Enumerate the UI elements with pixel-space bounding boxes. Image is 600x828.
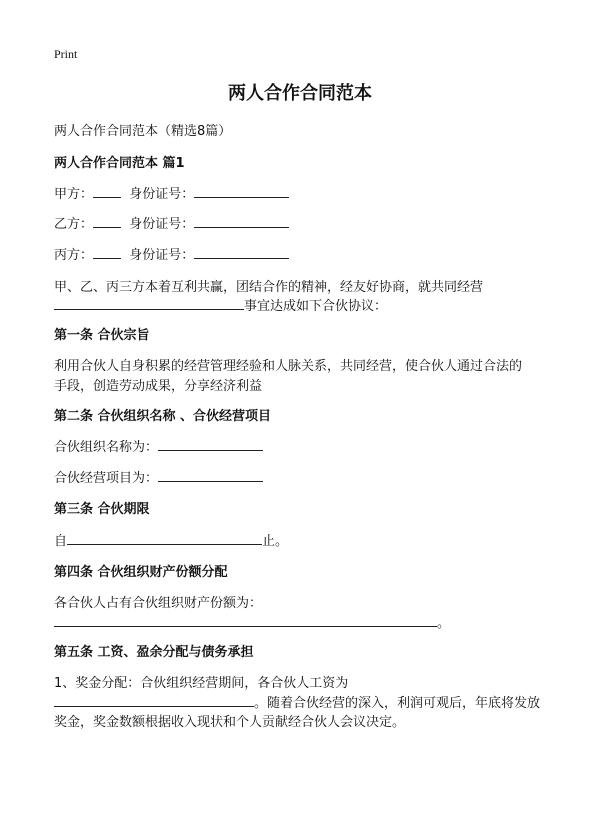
- party-b-id-blank: [194, 226, 289, 228]
- project-blank: [158, 480, 263, 482]
- salary-blank: [54, 705, 254, 707]
- article-1-text-2: 手段，创造劳动成果，分享经济利益: [54, 379, 263, 394]
- article-3-title: 第三条 合伙期限: [54, 502, 150, 517]
- org-name-blank: [158, 449, 263, 451]
- share-end: 。: [437, 616, 451, 631]
- party-c-id-label: 身份证号：: [129, 248, 195, 263]
- org-name-label: 合伙组织名称为：: [54, 440, 159, 455]
- business-blank: [54, 308, 244, 310]
- party-a-label: 甲方：: [54, 187, 94, 202]
- article-4-text: 各合伙人占有合伙组织财产份额为：: [54, 596, 263, 611]
- party-b-label: 乙方：: [54, 217, 94, 232]
- article-1-text-1: 利用合伙人自身积累的经营管理经验和人脉关系，共同经营，使合伙人通过合法的: [54, 359, 523, 374]
- intro-line-2-text: 事宜达成如下合伙协议：: [244, 299, 388, 314]
- section-title: 两人合作合同范本 篇1: [54, 156, 185, 171]
- print-label: Print: [54, 47, 78, 61]
- term-to: 止。: [262, 534, 289, 549]
- party-b-row: [54, 213, 289, 232]
- article-3-term-row: [54, 530, 288, 549]
- party-c-name-blank: [93, 257, 121, 259]
- party-a-row: [54, 183, 289, 202]
- page-title: 两人合作合同范本: [228, 83, 372, 104]
- term-from: 自: [54, 534, 68, 549]
- party-a-id-blank: [194, 196, 289, 198]
- article-5-text-2: 。随着合伙经营的深入，利润可观后，年底将发放: [254, 696, 541, 711]
- article-4-share-row: [54, 612, 450, 631]
- share-blank: [54, 625, 437, 627]
- article-5-text-2-row: [54, 692, 540, 711]
- party-b-name-blank: [93, 226, 121, 228]
- article-2-name-row: [54, 436, 263, 455]
- article-5-text-3: 奖金，奖金数额根据收入现状和个人贡献经合伙人会议决定。: [54, 715, 406, 730]
- intro-line-2: [54, 295, 387, 314]
- document-subtitle: 两人合作合同范本（精选8篇）: [54, 124, 232, 139]
- article-5-title: 第五条 工资、盈余分配与债务承担: [54, 645, 254, 660]
- party-b-id-label: 身份证号：: [129, 217, 195, 232]
- article-4-title: 第四条 合伙组织财产份额分配: [54, 565, 228, 580]
- party-c-id-blank: [194, 257, 289, 259]
- article-1-title: 第一条 合伙宗旨: [54, 328, 150, 343]
- article-5-text-1: 1、奖金分配：合伙组织经营期间，各合伙人工资为: [54, 676, 349, 691]
- intro-line-1: 甲、乙、丙三方本着互利共赢，团结合作的精神，经友好协商，就共同经营: [54, 280, 484, 295]
- party-c-label: 丙方：: [54, 248, 94, 263]
- party-c-row: [54, 244, 289, 263]
- article-2-title: 第二条 合伙组织名称 、合伙经营项目: [54, 409, 272, 424]
- party-a-id-label: 身份证号：: [129, 187, 195, 202]
- article-2-project-row: [54, 467, 263, 486]
- term-blank: [67, 543, 262, 545]
- project-label: 合伙经营项目为：: [54, 471, 159, 486]
- party-a-name-blank: [93, 196, 121, 198]
